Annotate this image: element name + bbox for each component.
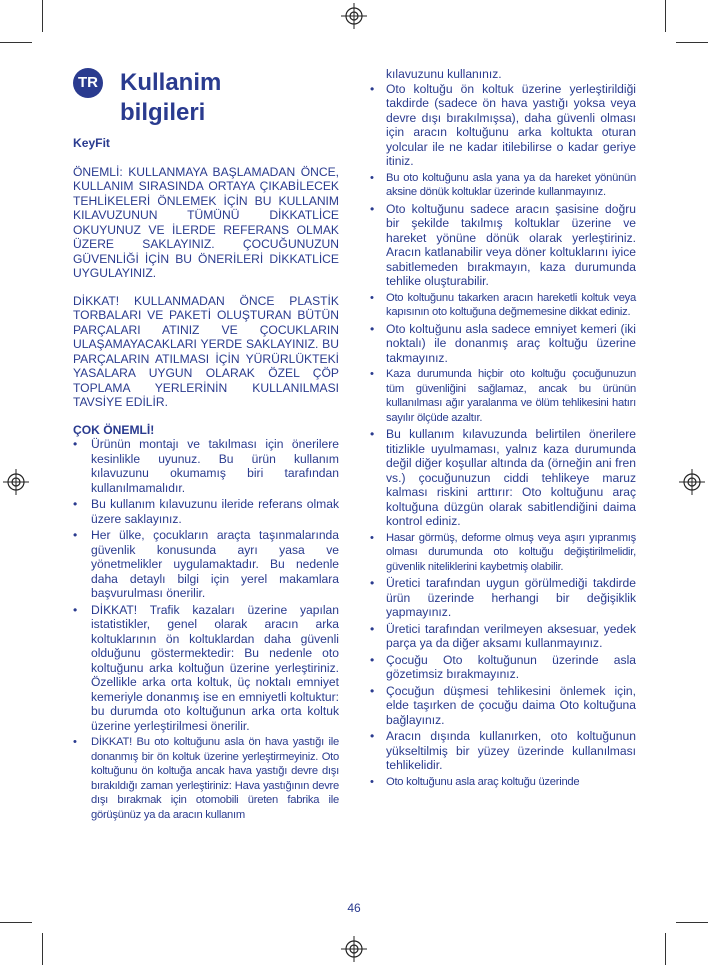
product-name: KeyFit xyxy=(73,136,110,150)
crop-mark xyxy=(665,0,666,32)
crop-mark xyxy=(676,922,708,923)
crop-mark xyxy=(0,42,32,43)
list-item: • Oto koltuğunu asla sadece emniyet kemeri (iki noktalı) ile donanmış araç koltuğu üzerine takmayınız. xyxy=(368,322,636,366)
list-item: • Hasar görmüş, deforme olmuş veya aşırı yıpranmış olması durumunda oto koltuğu değiştirilmelidir, güvenlik niteliklerini kaybetmiş olabilir. xyxy=(368,531,636,575)
right-bullet-list xyxy=(368,82,636,790)
crop-mark xyxy=(42,0,43,32)
list-item: • Her ülke, çocukların araçta taşınmalarında güvenlik konusunda ayrı yasa ve yönetmelikler uygulamaktadır. Bu nedenle daha detaylı bilgi için yerel makamlara başvurulması önerilir. xyxy=(73,528,339,601)
intro-paragraph-important: ÖNEMLİ: KULLANMAYA BAŞLAMADAN ÖNCE, KULLANIM SIRASINDA ORTAYA ÇIKABİLECEK TEHLİKELERİ ÖNLEMEK İÇİN BU KULLANIM KILAVUZUNUN TÜMÜNÜ DİKKATLİCE OKUYUNUZ VE İLERDE REFERANS OLMAK ÜZERE SAKLAYINIZ. ÇOCUĞUNUZUN GÜVENLİĞİ İÇİN BU ÖNERİLERİ DİKKATLİCE UYGULAYINIZ. xyxy=(73,164,339,280)
right-column xyxy=(368,67,636,791)
list-item: • Ürünün montajı ve takılması için önerilere kesinlikle uyunuz. Bu ürün kullanım kılavuzunu okumamış biri tarafından kullanılmamalıdır. xyxy=(73,437,339,495)
list-item: • DİKKAT! Bu oto koltuğunu asla ön hava yastığı ile donanmış bir ön koltuk üzerine yerleştirmeyiniz. Oto koltuğunu ön koltuğa ancak hava yastığı devre dışı bırakıldığı zaman yerleştiriniz: Hava yastığının devre dışı bırakmak için otomobili üreten fabrika ile görüşünüz ya da aracın kullanım xyxy=(73,735,339,822)
crop-mark xyxy=(0,922,32,923)
page-number: 46 xyxy=(347,901,361,915)
list-item: • Oto koltuğunu asla araç koltuğu üzerinde xyxy=(368,775,636,790)
left-column xyxy=(73,136,339,824)
list-item: • Üretici tarafından uygun görülmediği takdirde ürün üzerinde herhangi bir değişiklik yapmayınız. xyxy=(368,576,636,620)
list-item: • Kaza durumunda hiçbir oto koltuğu çocuğunuzun tüm güvenliğini sağlamaz, ancak bu ürünün kullanılması ağır yaralanma ve ölüm tehlikesini hatırı sayılır ölçüde azaltır. xyxy=(368,367,636,425)
warning-heading: ÇOK ÖNEMLİ! xyxy=(73,422,155,437)
list-item: • Oto koltuğunu sadece aracın şasisine doğru bir şekilde takılmış koltuklar üzerine ve hareket yönüne dönük olarak yerleştiriniz. Aracın katlanabilir veya döner koltuklarını iyice sabitlemeden bırakmayın, kaza durumunda tehlike oluşturabilir. xyxy=(368,202,636,289)
intro-paragraph-warning: DİKKAT! KULLANMADAN ÖNCE PLASTİK TORBALARI VE PAKETİ OLUŞTURAN BÜTÜN PARÇALARI ATINIZ VE ÇOCUKLARIN ULAŞAMAYACAKLARI YERDE SAKLAYINIZ. BU PARÇALARIN ATILMASI İÇİN YÜRÜRLÜKTEKİ YASALARA UYGUN OLARAK ÖZEL ÇÖP TOPLAMA YERLERİNİN KULLANILMASI TAVSİYE EDİLİR. xyxy=(73,293,339,409)
language-badge: TR xyxy=(73,68,103,98)
registration-mark-icon xyxy=(341,936,367,962)
list-item: • Bu kullanım kılavuzunda belirtilen önerilere titizlikle uyulmaması, yalnız kaza durumunda değil diğer koşullar altında da (örneğin ani fren vs.) çocuğunuzun ciddi tehlikeye maruz kalması riskini arttırır: Oto koltuğunu araç koltuğuna düzgün olarak sabitlendiğini daima kontrol ediniz. xyxy=(368,427,636,529)
list-item: • Aracın dışında kullanırken, oto koltuğunun yükseltilmiş bir yüzey üzerinde kullanılması tehlikelidir. xyxy=(368,729,636,773)
title-line-1: Kullanim xyxy=(120,69,222,96)
list-item: • Oto koltuğu ön koltuk üzerine yerleştirildiği takdirde (sadece ön hava yastığı yoksa veya devre dışı bırakılmışsa), daha güvenli olması için aracın koltuğunu arka koltukta oturan yolcular ile ne kadar itilebilirse o kadar geriye itiniz. xyxy=(368,82,636,169)
continued-text: kılavuzunu kullanınız. xyxy=(386,67,502,81)
registration-mark-icon xyxy=(679,469,705,495)
list-item: • Oto koltuğunu takarken aracın hareketli koltuk veya kapısının oto koltuğuna değmemesine dikkat ediniz. xyxy=(368,291,636,320)
left-bullet-list xyxy=(73,437,339,822)
list-item: • DİKKAT! Trafik kazaları üzerine yapılan istatistikler, genel olarak aracın arka koltuklarının ön koltuklardan daha güvenli olduğunu göstermektedir: Bu nedenle oto koltuğunu arka koltuğun üzerine yerleştiriniz. Özellikle arka orta koltuk, üç noktalı emniyet kemeriyle donanmış ise en emniyetli koltuktur: bu durumda oto koltuğunun arka orta koltuk üzerine yerleştirilmesi önerilir. xyxy=(73,603,339,734)
crop-mark xyxy=(665,933,666,965)
title-line-2: bilgileri xyxy=(120,99,206,126)
registration-mark-icon xyxy=(341,3,367,29)
list-item: • Çocuğun düşmesi tehlikesini önlemek için, elde taşırken de çocuğu daima Oto koltuğuna bağlayınız. xyxy=(368,684,636,728)
crop-mark xyxy=(42,933,43,965)
list-item: • Çocuğu Oto koltuğunun üzerinde asla gözetimsiz bırakmayınız. xyxy=(368,653,636,682)
list-item: • Üretici tarafından verilmeyen aksesuar, yedek parça ya da diğer aksamı kullanmayınız. xyxy=(368,622,636,651)
list-item: • Bu kullanım kılavuzunu ileride referans olmak üzere saklayınız. xyxy=(73,497,339,526)
list-item: • Bu oto koltuğunu asla yana ya da hareket yönünün aksine dönük koltuklar üzerinde kullanmayınız. xyxy=(368,171,636,200)
page-title xyxy=(120,68,340,128)
registration-mark-icon xyxy=(3,469,29,495)
crop-mark xyxy=(676,42,708,43)
